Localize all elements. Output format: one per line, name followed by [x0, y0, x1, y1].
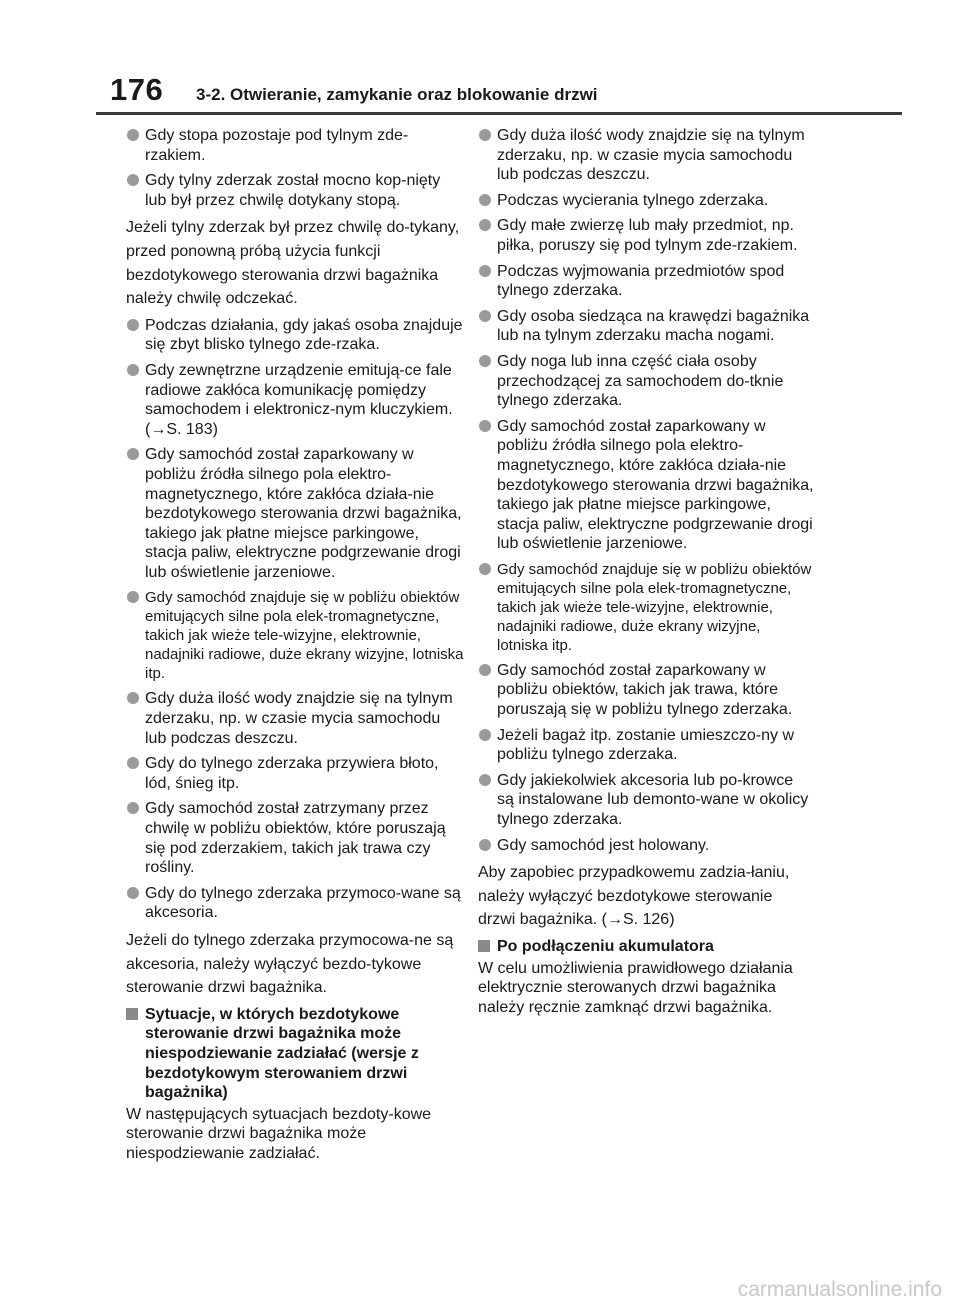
bullet-text: Gdy samochód został zaparkowany w pobliżu obiektów, takich jak trawa, które poruszają się w pobliżu tylnego zderzaka. — [497, 661, 793, 719]
bullet-item — [478, 771, 814, 830]
bullet-text: Gdy stopa pozostaje pod tylnym zde-rzakiem. — [145, 127, 409, 164]
bullet-text: Gdy osoba siedząca na krawędzi bagażnika lub na tylnym zderzaku macha nogami. — [497, 307, 810, 345]
bullet-text: Gdy duża ilość wody znajdzie się na tylnym zderzaku, np. w czasie mycia samochodu lub podczas deszczu. — [497, 127, 805, 184]
bullet-item — [478, 661, 814, 720]
bullet-icon — [479, 129, 491, 141]
bullet-item — [126, 316, 464, 355]
bullet-text: Gdy samochód został zatrzymany przez chwilę w pobliżu obiektów, które poruszają się pod zderzakiem, takich jak trawa czy rośliny. — [145, 800, 446, 877]
bullet-text: Gdy jakiekolwiek akcesoria lub po-krowce są instalowane lub demonto-wane w okolicy tylnego zderzaka. — [497, 771, 809, 829]
bullet-item — [478, 352, 814, 411]
paragraph: Jeżeli do tylnego zderzaka przymocowa-ne są akcesoria, należy wyłączyć bezdo-tykowe sterowanie drzwi bagażnika. — [126, 932, 454, 997]
bullet-text: Gdy samochód został zaparkowany w pobliżu źródła silnego pola elektro-magnetycznego, które zakłóca działa-nie bezdotykowego sterowania drzwi bagażnika, takiego jak płatne miejsce parkingowe, stacja paliw, elektryczne podgrzewanie drogi lub oświetlenie jarzeniowe. — [497, 417, 814, 553]
bullet-icon — [479, 355, 491, 367]
bullet-icon — [127, 364, 139, 376]
bullet-icon — [127, 692, 139, 704]
bullet-icon — [479, 729, 491, 741]
bullet-item — [126, 588, 464, 683]
paragraph: Aby zapobiec przypadkowemu zadzia-łaniu, należy wyłączyć bezdotykowe sterowanie drzwi bagażnika. (→S. 126) — [478, 864, 790, 929]
bullet-text: Gdy małe zwierzę lub mały przedmiot, np. piłka, poruszy się pod tylnym zde-rzakiem. — [497, 217, 798, 254]
section-heading — [478, 937, 814, 957]
bullet-item — [478, 191, 814, 211]
bullet-icon — [479, 774, 491, 786]
left-column — [126, 126, 464, 1164]
bullet-icon — [127, 591, 139, 603]
square-bullet-icon — [126, 1008, 138, 1020]
bullet-text: Podczas wycierania tylnego zderzaka. — [497, 191, 769, 209]
bullet-item — [478, 262, 814, 301]
bullet-icon — [479, 563, 491, 575]
bullet-item — [478, 560, 814, 655]
bullet-icon — [479, 194, 491, 206]
bullet-icon — [479, 420, 491, 432]
paragraph: W następujących sytuacjach bezdoty-kowe sterowanie drzwi bagażnika może niespodziewanie zadziałać. — [126, 1105, 432, 1162]
bullet-icon — [479, 664, 491, 676]
bullet-item — [478, 726, 814, 765]
bullet-icon — [127, 887, 139, 899]
square-bullet-icon — [478, 940, 490, 952]
bullet-icon — [127, 129, 139, 141]
bullet-text: Podczas wyjmowania przedmiotów spod tylnego zderzaka. — [497, 262, 785, 300]
bullet-text: Gdy samochód znajduje się w pobliżu obiektów emitujących silne pola elek-tromagnetyczne, takich jak wieże tele-wizyjne, elektrownie, nadajniki radiowe, duże ekrany wizyjne, lotniska itp. — [145, 589, 464, 683]
bullet-icon — [127, 802, 139, 814]
bullet-text: Podczas działania, gdy jakaś osoba znajduje się zbyt blisko tylnego zde-rzaka. — [145, 316, 463, 354]
bullet-item — [478, 836, 814, 856]
section-heading — [126, 1005, 464, 1103]
heading-text: Po podłączeniu akumulatora — [497, 938, 714, 955]
right-column — [478, 126, 814, 1017]
bullet-item — [478, 307, 814, 346]
bullet-item — [126, 884, 464, 923]
bullet-text: Gdy do tylnego zderzaka przymoco-wane są akcesoria. — [145, 884, 461, 922]
bullet-item — [126, 126, 464, 165]
bullet-item — [478, 417, 814, 554]
bullet-item — [126, 799, 464, 877]
bullet-icon — [127, 319, 139, 331]
bullet-icon — [479, 219, 491, 231]
bullet-icon — [479, 839, 491, 851]
bullet-text: Jeżeli bagaż itp. zostanie umieszczo-ny w pobliżu tylnego zderzaka. — [497, 726, 795, 764]
header-rule — [96, 112, 902, 115]
bullet-icon — [127, 757, 139, 769]
page-header — [0, 0, 960, 118]
bullet-text: Gdy noga lub inna część ciała osoby przechodzącej za samochodem do-tknie tylnego zderzaka. — [497, 352, 784, 410]
section-title: 3-2. Otwieranie, zamykanie oraz blokowanie drzwi — [196, 85, 598, 104]
bullet-text: Gdy do tylnego zderzaka przywiera błoto, lód, śnieg itp. — [145, 755, 439, 792]
bullet-text: Gdy tylny zderzak został mocno kop-nięty lub był przez chwilę dotykany stopą. — [145, 172, 441, 209]
bullet-text: Gdy samochód został zaparkowany w pobliżu źródła silnego pola elektro-magnetycznego, które zakłóca działa-nie bezdotykowego sterowania drzwi bagażnika, takiego jak płatne miejsce parkingowe, stacja paliw, elektryczne podgrzewanie drogi lub oświetlenie jarzeniowe. — [145, 446, 462, 581]
paragraph: W celu umożliwienia prawidłowego działania elektrycznie sterowanych drzwi bagażnika należy ręcznie zamknąć drzwi bagażnika. — [478, 959, 793, 1016]
bullet-icon — [479, 265, 491, 277]
bullet-item — [126, 754, 464, 793]
bullet-text: Gdy samochód jest holowany. — [497, 836, 710, 854]
heading-text: Sytuacje, w których bezdotykowe sterowanie drzwi bagażnika może niespodziewanie zadziałać (wersje z bezdotykowym sterowaniem drzwi bagażnika) — [145, 1005, 419, 1102]
bullet-icon — [127, 448, 139, 460]
bullet-item — [126, 689, 464, 748]
bullet-item — [478, 216, 814, 255]
bullet-text: Gdy samochód znajduje się w pobliżu obiektów emitujących silne pola elek-tromagnetyczne, takich jak wieże tele-wizyjne, elektrownie, nadajniki radiowe, duże ekrany wizyjne, lotniska itp. — [497, 560, 812, 654]
watermark: carmanualsonline.info — [737, 1278, 942, 1301]
bullet-item — [126, 445, 464, 582]
paragraph: Jeżeli tylny zderzak był przez chwilę do-tykany, przed ponowną próbą użycia funkcji bezdotykowego sterowania drzwi bagażnika należy chwilę odczekać. — [126, 219, 460, 308]
bullet-icon — [127, 174, 139, 186]
bullet-text: Gdy zewnętrzne urządzenie emitują-ce fale radiowe zakłóca komunikację pomiędzy samochodem i elektronicz-nym kluczykiem. (→S. 183) — [145, 361, 453, 438]
bullet-item — [478, 126, 814, 185]
bullet-icon — [479, 310, 491, 322]
bullet-item — [126, 171, 464, 210]
bullet-item — [126, 361, 464, 439]
bullet-text: Gdy duża ilość wody znajdzie się na tylnym zderzaku, np. w czasie mycia samochodu lub podczas deszczu. — [145, 690, 453, 747]
page-number: 176 — [110, 72, 164, 107]
